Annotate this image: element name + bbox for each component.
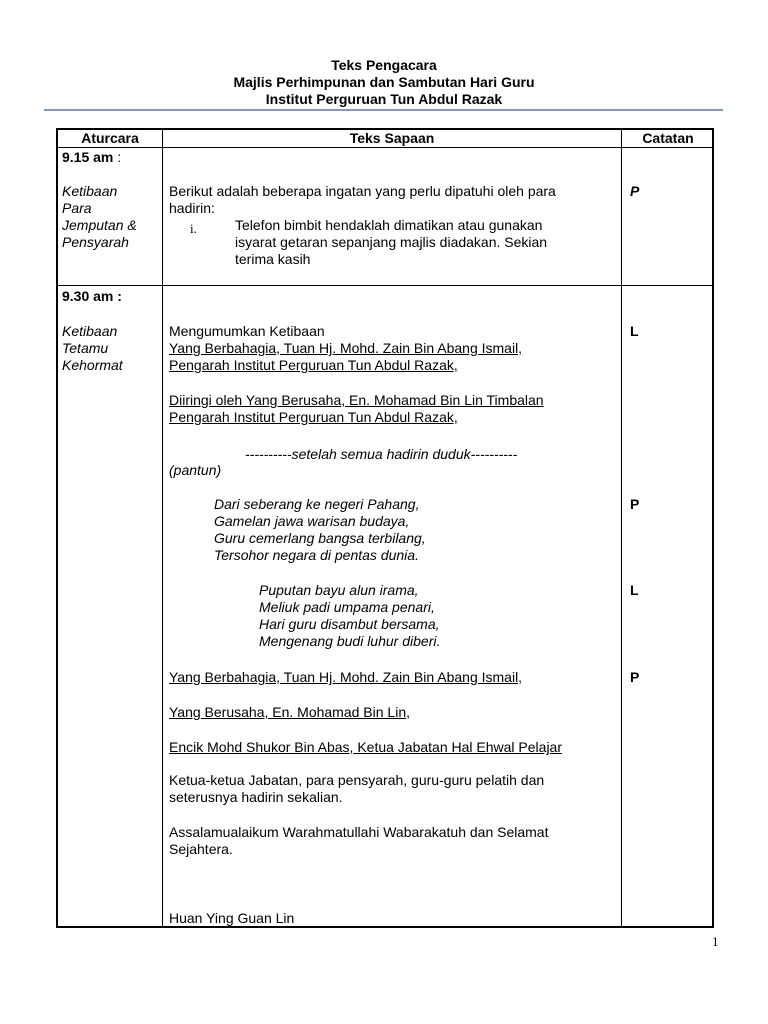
header-institution: Institut Perguruan Tun Abdul Razak	[265, 91, 503, 107]
pantun-verse-1: Dari seberang ke negeri Pahang, Gamelan jawa warisan budaya, Guru cemerlang bangsa terbilang, Tersohor negara di pentas dunia.	[214, 496, 426, 563]
column-header-catatan: Catatan	[642, 130, 694, 146]
guest-deputy-director: Diiringi oleh Yang Berusaha, En. Mohamad Bin Lin Timbalan Pengarah Institut Perguruan Tun Abdul Razak,	[169, 392, 544, 425]
announce-arrival: Mengumumkan Ketibaan	[169, 323, 325, 339]
row1-item-text: Telefon bimbit hendaklah dimatikan atau gunakan isyarat getaran sepanjang majlis diadakan. Sekian terima kasih	[235, 217, 548, 267]
row2-catatan-4: P	[630, 669, 640, 685]
program-table	[56, 128, 714, 928]
header-title: Teks Pengacara	[331, 57, 437, 73]
greeting-director: Yang Berbahagia, Tuan Hj. Mohd. Zain Bin Abang Ismail,	[169, 669, 523, 685]
pantun-verse-2: Puputan bayu alun irama, Meliuk padi umpama penari, Hari guru disambut bersama, Mengenang budi luhur diberi.	[259, 582, 441, 649]
greeting-salam: Assalamualaikum Warahmatullahi Wabarakatuh dan Selamat Sejahtera.	[169, 824, 549, 857]
header-row-divider	[58, 147, 712, 148]
greeting-hep-head: Encik Mohd Shukor Bin Abas, Ketua Jabatan Hal Ehwal Pelajar	[169, 739, 563, 755]
greeting-staff: Ketua-ketua Jabatan, para pensyarah, guru-guru pelatih dan seterusnya hadirin sekalian.	[169, 772, 545, 805]
column-header-aturcara: Aturcara	[81, 130, 139, 146]
document-header	[0, 57, 768, 108]
row1-aturcara: Ketibaan Para Jemputan & Pensyarah	[62, 183, 137, 250]
column-header-teks-sapaan: Teks Sapaan	[349, 130, 435, 146]
row-divider	[58, 285, 712, 286]
guest-director: Yang Berbahagia, Tuan Hj. Mohd. Zain Bin Abang Ismail, Pengarah Institut Perguruan Tun Abdul Razak,	[169, 340, 523, 373]
column-divider	[162, 130, 163, 926]
row1-catatan: P	[630, 183, 640, 199]
row2-time: 9.30 am :	[62, 288, 122, 304]
row1-intro: Berikut adalah beberapa ingatan yang perlu dipatuhi oleh para hadirin:	[169, 183, 556, 216]
pantun-label: (pantun)	[169, 462, 222, 478]
row2-catatan-3: L	[630, 582, 639, 598]
row2-catatan-2: P	[630, 496, 640, 512]
page-number: 1	[712, 934, 719, 949]
row2-aturcara: Ketibaan Tetamu Kehormat	[62, 323, 123, 373]
seated-note: ----------setelah semua hadirin duduk----------	[245, 446, 518, 462]
row1-time: 9.15 am :	[62, 149, 122, 165]
greeting-deputy: Yang Berusaha, En. Mohamad Bin Lin,	[169, 704, 411, 720]
signoff: Huan Ying Guan Lin	[169, 910, 295, 926]
header-event: Majlis Perhimpunan dan Sambutan Hari Guru	[233, 74, 535, 90]
row1-item-marker: i.	[190, 221, 197, 236]
row2-catatan-1: L	[630, 323, 639, 339]
header-rule	[44, 109, 723, 111]
column-divider	[621, 130, 622, 926]
